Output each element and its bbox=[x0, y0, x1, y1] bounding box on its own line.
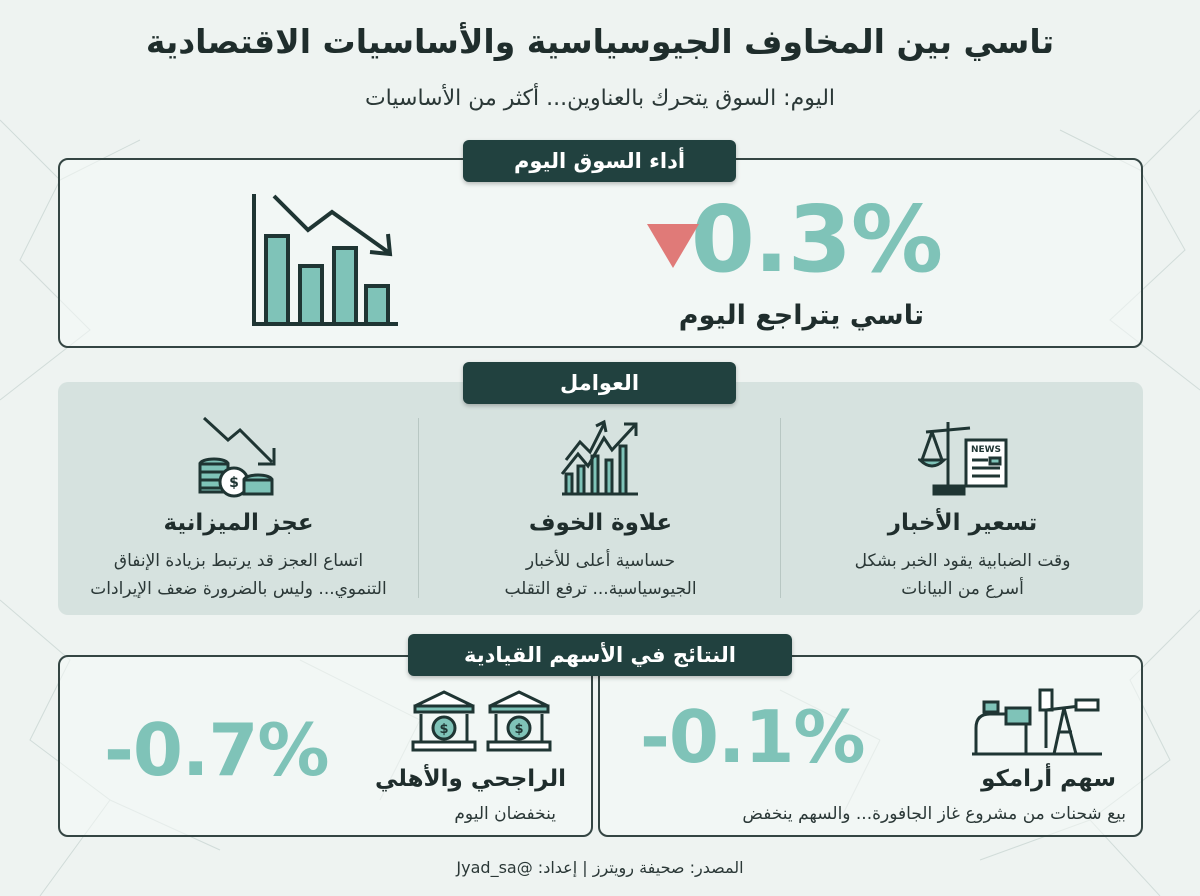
svg-text:$: $ bbox=[514, 722, 524, 737]
market-today-card bbox=[58, 158, 1143, 348]
factors-divider-1 bbox=[780, 418, 781, 598]
factors-divider-2 bbox=[418, 418, 419, 598]
factor-desc-fear-line1: حساسية أعلى للأخبار bbox=[525, 551, 676, 571]
factors-heading: العوامل bbox=[463, 362, 736, 404]
svg-text:$: $ bbox=[439, 722, 449, 737]
factor-desc-deficit-line2: التنموي... وليس بالضرورة ضعف الإيرادات bbox=[90, 579, 387, 599]
factor-title-deficit: عجز الميزانية bbox=[163, 510, 314, 536]
market-change-value: 0.3% bbox=[690, 186, 942, 293]
market-today-heading: أداء السوق اليوم bbox=[463, 140, 736, 182]
factor-desc-news-line2: أسرع من البيانات bbox=[901, 579, 1024, 599]
down-triangle-icon bbox=[645, 222, 701, 270]
factor-desc-fear-line2: الجيوسياسية... ترفع التقلب bbox=[504, 579, 697, 599]
factor-title-fear: علاوة الخوف bbox=[528, 510, 673, 536]
source-footer: المصدر: صحيفة رويترز | إعداد: @Jyad_sa bbox=[456, 858, 744, 877]
results-heading: النتائج في الأسهم القيادية bbox=[408, 634, 792, 676]
market-caption: تاسي يتراجع اليوم bbox=[678, 300, 924, 331]
factor-desc-deficit-line1: اتساع العجز قد يرتبط بزيادة الإنفاق bbox=[113, 551, 364, 571]
oil-pump-pipeline-icon bbox=[970, 688, 1104, 756]
scale-news-icon bbox=[918, 414, 1010, 498]
bar-chart-down-icon bbox=[248, 190, 403, 332]
volatile-chart-icon bbox=[558, 416, 642, 498]
svg-text:$: $ bbox=[229, 475, 239, 491]
coins-down-icon bbox=[194, 414, 286, 500]
banks-name: الراجحي والأهلي bbox=[374, 766, 566, 792]
aramco-desc: بيع شحنات من مشروع غاز الجافورة... والسهم ينخفض bbox=[742, 804, 1126, 824]
factor-title-news: تسعير الأخبار bbox=[887, 510, 1038, 536]
bank-icon bbox=[486, 690, 552, 752]
page-title: تاسي بين المخاوف الجيوسياسية والأساسيات الاقتصادية bbox=[145, 22, 1055, 61]
banks-desc: ينخفضان اليوم bbox=[454, 804, 556, 824]
news-label: NEWS bbox=[970, 445, 1002, 455]
aramco-name: سهم أرامكو bbox=[981, 766, 1116, 792]
factor-desc-news-line1: وقت الضبابية يقود الخبر بشكل bbox=[854, 551, 1071, 571]
bank-icon bbox=[411, 690, 477, 752]
banks-change: -0.7% bbox=[104, 708, 329, 792]
page-subtitle: اليوم: السوق يتحرك بالعناوين... أكثر من الأساسيات bbox=[364, 86, 836, 111]
aramco-change: -0.1% bbox=[640, 695, 865, 779]
